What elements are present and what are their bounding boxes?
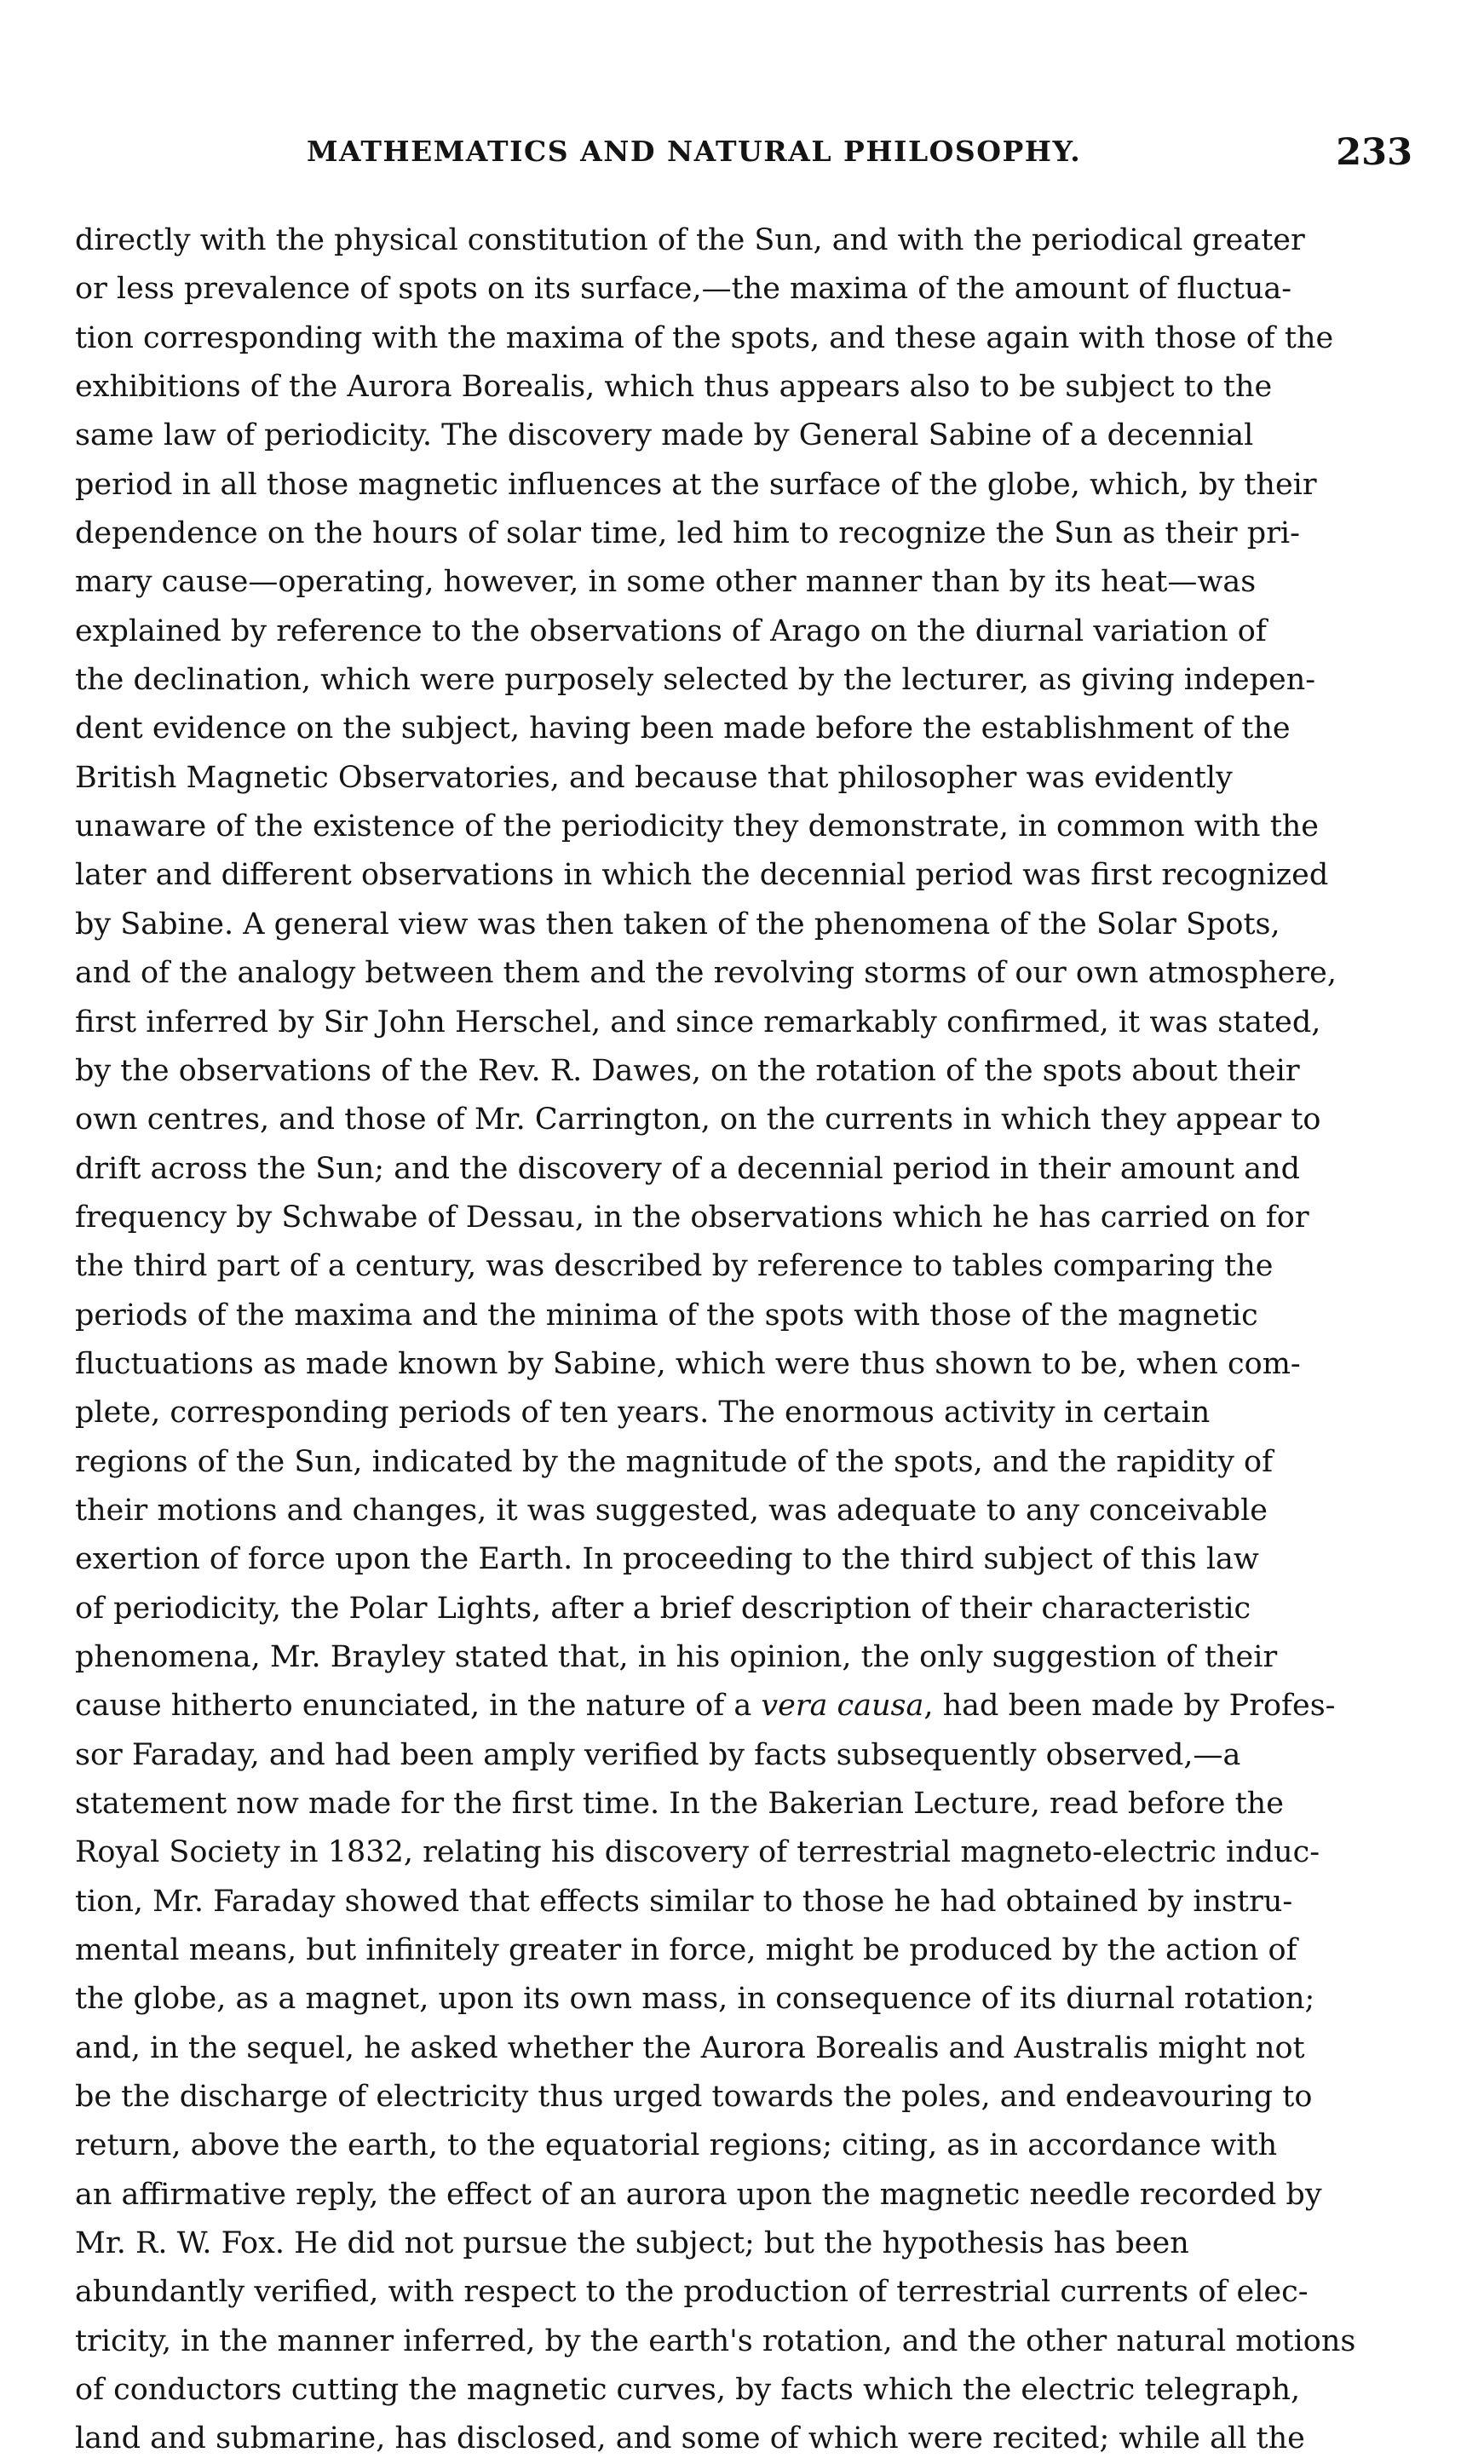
text-line — [75, 2171, 1378, 2219]
text-line — [75, 363, 1378, 412]
text-segment: Royal Society in 1832, relating his discovery of terrestrial magneto-electric induc- — [75, 1835, 1320, 1870]
text-segment: periods of the maxima and the minima of the spots with those of the magnetic — [75, 1298, 1258, 1333]
text-line — [75, 1585, 1378, 1633]
text-segment: Mr. R. W. Fox. He did not pursue the subject; but the hypothesis has been — [75, 2226, 1189, 2261]
text-line — [75, 1975, 1378, 2024]
text-segment: mental means, but infinitely greater in force, might be produced by the action of — [75, 1933, 1297, 1968]
text-line — [75, 2219, 1378, 2268]
text-line — [75, 1731, 1378, 1780]
text-segment: their motions and changes, it was suggested, was adequate to any conceivable — [75, 1493, 1268, 1528]
text-segment: by the observations of the Rev. R. Dawes, on the rotation of the spots about their — [75, 1053, 1300, 1088]
text-line — [75, 1780, 1378, 1828]
text-line — [75, 949, 1378, 998]
text-segment: of conductors cutting the magnetic curves, by facts which the electric telegraph, — [75, 2373, 1301, 2408]
text-line — [75, 265, 1378, 314]
text-segment: tricity, in the manner inferred, by the earth's rotation, and the other natural motions — [75, 2323, 1356, 2358]
text-line — [75, 558, 1378, 607]
text-segment: regions of the Sun, indicated by the magnitude of the spots, and the rapidity of — [75, 1444, 1274, 1479]
text-segment: and of the analogy between them and the revolving storms of our own atmosphere, — [75, 956, 1337, 991]
text-line — [75, 314, 1378, 363]
text-line — [75, 1389, 1378, 1437]
text-segment: phenomena, Mr. Brayley stated that, in his opinion, the only suggestion of their — [75, 1639, 1278, 1674]
text-line — [75, 2415, 1378, 2463]
running-title: MATHEMATICS AND NATURAL PHILOSOPHY. — [307, 135, 1082, 168]
text-line — [75, 461, 1378, 509]
text-line — [75, 1926, 1378, 1975]
text-line — [75, 412, 1378, 460]
text-segment: and, in the sequel, he asked whether the Aurora Borealis and Australis might not — [75, 2030, 1305, 2065]
text-line — [75, 1487, 1378, 1535]
text-segment: , had been made by Profes- — [923, 1689, 1336, 1724]
text-segment: statement now made for the first time. In the Bakerian Lecture, read before the — [75, 1787, 1284, 1821]
text-line — [75, 1242, 1378, 1291]
text-line — [75, 1340, 1378, 1389]
text-line — [75, 999, 1378, 1047]
text-segment: sor Faraday, and had been amply verified by facts subsequently observed,—a — [75, 1737, 1241, 1772]
text-segment: British Magnetic Observatories, and because that philosopher was evidently — [75, 760, 1233, 795]
text-segment: exhibitions of the Aurora Borealis, which thus appears also to be subject to the — [75, 370, 1273, 405]
text-segment: plete, corresponding periods of ten years. The enormous activity in certain — [75, 1396, 1211, 1431]
text-segment: explained by reference to the observations of Arago on the diurnal variation of — [75, 613, 1267, 648]
text-segment: be the discharge of electricity thus urged towards the poles, and endeavouring to — [75, 2080, 1313, 2115]
text-segment: the declination, which were purposely selected by the lecturer, as giving indepen- — [75, 663, 1316, 698]
text-segment: the globe, as a magnet, upon its own mass, in consequence of its diurnal rotation; — [75, 1982, 1315, 2017]
text-line — [75, 1878, 1378, 1926]
text-line — [75, 2073, 1378, 2121]
text-line — [75, 1047, 1378, 1096]
text-line — [75, 2366, 1378, 2415]
text-segment: by Sabine. A general view was then taken of the phenomena of the Solar Spots, — [75, 907, 1280, 941]
text-line — [75, 2268, 1378, 2317]
text-line — [75, 705, 1378, 753]
text-segment: an affirmative reply, the effect of an aurora upon the magnetic needle recorded by — [75, 2177, 1322, 2212]
text-segment: directly with the physical constitution of the Sun, and with the periodical greater — [75, 223, 1305, 257]
text-line — [75, 216, 1378, 265]
text-segment: dependence on the hours of solar time, led him to recognize the Sun as their pri- — [75, 516, 1300, 551]
text-line — [75, 1828, 1378, 1877]
text-line — [75, 509, 1378, 558]
text-segment: return, above the earth, to the equatorial regions; citing, as in accordance with — [75, 2128, 1278, 2163]
text-line — [75, 754, 1378, 803]
text-line — [75, 1438, 1378, 1487]
italic-phrase: vera causa — [761, 1689, 924, 1724]
text-segment: dent evidence on the subject, having been made before the establishment of the — [75, 711, 1291, 746]
running-head — [75, 131, 1423, 177]
text-line — [75, 1633, 1378, 1682]
text-line — [75, 2317, 1378, 2366]
text-segment: same law of periodicity. The discovery made by General Sabine of a decennial — [75, 418, 1254, 453]
text-segment: cause hitherto enunciated, in the nature of a — [75, 1689, 762, 1724]
text-segment: tion corresponding with the maxima of the spots, and these again with those of the — [75, 320, 1334, 355]
text-segment: exertion of force upon the Earth. In proceeding to the third subject of this law — [75, 1542, 1259, 1577]
text-segment: tion, Mr. Faraday showed that effects similar to those he had obtained by instru- — [75, 1884, 1293, 1919]
text-line — [75, 2024, 1378, 2073]
text-line — [75, 803, 1378, 851]
text-line — [75, 1194, 1378, 1242]
text-segment: drift across the Sun; and the discovery of a decennial period in their amount and — [75, 1151, 1301, 1186]
text-line — [75, 1682, 1378, 1730]
text-segment: period in all those magnetic influences at the surface of the globe, which, by their — [75, 467, 1317, 502]
text-line — [75, 2121, 1378, 2170]
text-line — [75, 851, 1378, 900]
text-segment: own centres, and those of Mr. Carrington, on the currents in which they appear to — [75, 1102, 1321, 1137]
text-segment: mary cause—operating, however, in some other manner than by its heat—was — [75, 565, 1257, 600]
text-line — [75, 1145, 1378, 1194]
text-segment: of periodicity, the Polar Lights, after a brief description of their characteristic — [75, 1591, 1251, 1626]
text-segment: land and submarine, has disclosed, and some of which were recited; while all the — [75, 2421, 1305, 2456]
text-segment: later and different observations in which the decennial period was first recognized — [75, 858, 1329, 893]
text-segment: unaware of the existence of the periodicity they demonstrate, in common with the — [75, 809, 1320, 844]
text-line — [75, 1292, 1378, 1340]
text-line — [75, 901, 1378, 949]
text-segment: abundantly verified, with respect to the production of terrestrial currents of elec- — [75, 2275, 1309, 2310]
text-line — [75, 1096, 1378, 1144]
text-segment: first inferred by Sir John Herschel, and since remarkably confirmed, it was stated, — [75, 1005, 1321, 1039]
text-line — [75, 656, 1378, 705]
text-segment: fluctuations as made known by Sabine, which were thus shown to be, when com- — [75, 1346, 1301, 1381]
text-segment: frequency by Schwabe of Dessau, in the observations which he has carried on for — [75, 1200, 1309, 1235]
text-line — [75, 607, 1378, 656]
page-number: 233 — [1336, 131, 1412, 174]
text-segment: the third part of a century, was described by reference to tables comparing the — [75, 1249, 1274, 1284]
text-line — [75, 1535, 1378, 1584]
text-segment: or less prevalence of spots on its surface,—the maxima of the amount of fluctua- — [75, 272, 1292, 307]
body-text — [75, 216, 1378, 2464]
